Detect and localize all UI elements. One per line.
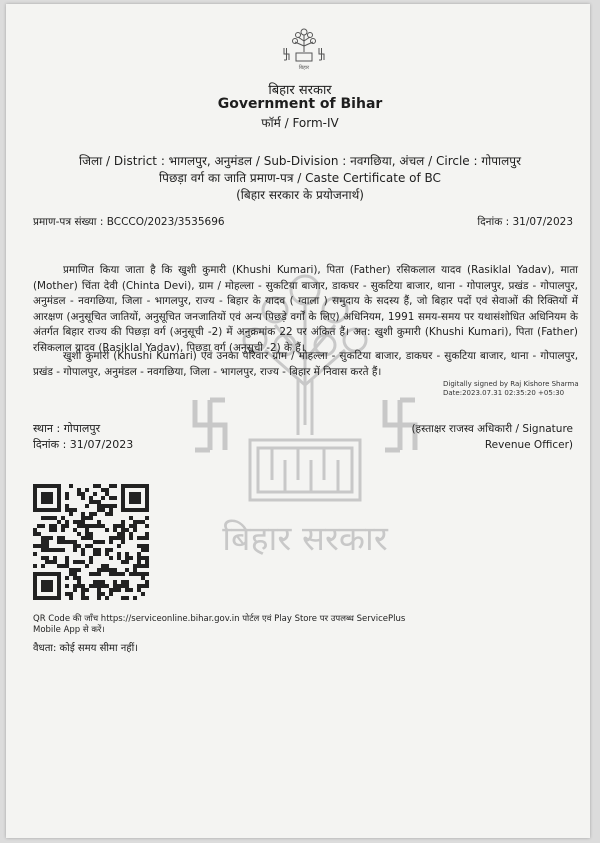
officer-signature-line2: Revenue Officer)	[484, 439, 573, 451]
gov-english-heading: Government of Bihar	[217, 96, 383, 112]
logo-caption: बिहार	[298, 65, 310, 71]
digital-sign-date: Date:2023.07.31 02:35:20 +05:30	[443, 389, 565, 397]
bihar-emblem-logo	[278, 26, 330, 72]
certificate-purpose: (बिहार सरकार के प्रयोजनार्थ)	[236, 188, 364, 202]
digital-signature-block	[443, 380, 579, 398]
qr-instruction-line1: QR Code की जाँच https://serviceonline.bihar.gov.in पोर्टल एवं Play Store पर उपलब्ध ServicePlus	[33, 614, 406, 624]
officer-signature	[411, 421, 573, 453]
location-line: जिला / District : भागलपुर, अनुमंडल / Sub-Division : नवगछिया, अंचल / Circle : गोपालपुर	[78, 154, 522, 168]
watermark-text: बिहार सरकार	[222, 519, 388, 559]
form-number: फॉर्म / Form-IV	[261, 116, 339, 130]
issue-date: दिनांक : 31/07/2023	[477, 216, 573, 228]
gov-hindi-heading: बिहार सरकार	[268, 83, 332, 98]
verification-qr-code	[33, 484, 149, 600]
qr-instruction-line2: Mobile App से करें।	[33, 625, 105, 635]
qr-instruction	[33, 614, 405, 636]
certificate-paragraph-1: प्रमाणित किया जाता है कि खुशी कुमारी (Khushi Kumari), पिता (Father) रसिकलाल यादव (Rasiklal Yadav), माता (Mother) चिंता देवी (Chinta Devi), ग्राम / मोहल्ला - सुकटिया बाजार, डाकघर - सुकटिया बाजार, थाना - गोपालपुर, प्रखंड - गोपालपुर, अनुमंडल - नवगछिया, जिला - भागलपुर, राज्य - बिहार के यादव ( ग्वाला ) समुदाय के सदस्य हैं, जो बिहार पदों एवं सेवाओं की रिक्तियों में आरक्षण (अनुसूचित जातियों, अनुसूचित जनजातियों एवं अन्य पिछड़े वर्गों के लिए) अधिनियम, 1991 समय-समय पर यथासंशोधित अधिनियम के अंतर्गत बिहार राज्य की पिछड़ा वर्ग (अनुसूची -2) में अनुक्रमांक 22 पर अंकित हैं। अत: खुशी कुमारी (Khushi Kumari), पिता (Father) रसिकलाल यादव (Rasiklal Yadav), पिछड़ा वर्ग (अनुसूची -2) के हैं।	[33, 264, 578, 354]
validity-note: वैधता: कोई समय सीमा नहीं।	[33, 643, 138, 654]
officer-signature-line1: (हस्ताक्षर राजस्व अधिकारी / Signature	[411, 423, 573, 435]
place-date: दिनांक : 31/07/2023	[33, 438, 134, 451]
certificate-number: प्रमाण-पत्र संख्या : BCCCO/2023/3535696	[33, 216, 225, 228]
certificate-title: पिछड़ा वर्ग का जाति प्रमाण-पत्र / Caste Certificate of BC	[159, 171, 441, 185]
certificate-paragraph-2: खुशी कुमारी (Khushi Kumari) एवं उनका परिवार ग्राम / मोहल्ला - सुकटिया बाजार, डाकघर - सुकटिया बाजार, थाना - गोपालपुर, प्रखंड - गोपालपुर, अनुमंडल - नवगछिया, जिला - भागलपुर, राज्य - बिहार में निवास करते हैं।	[33, 350, 578, 378]
digital-sign-name: Digitally signed by Raj Kishore Sharma	[443, 380, 579, 388]
place-line: स्थान : गोपालपुर	[33, 422, 101, 435]
